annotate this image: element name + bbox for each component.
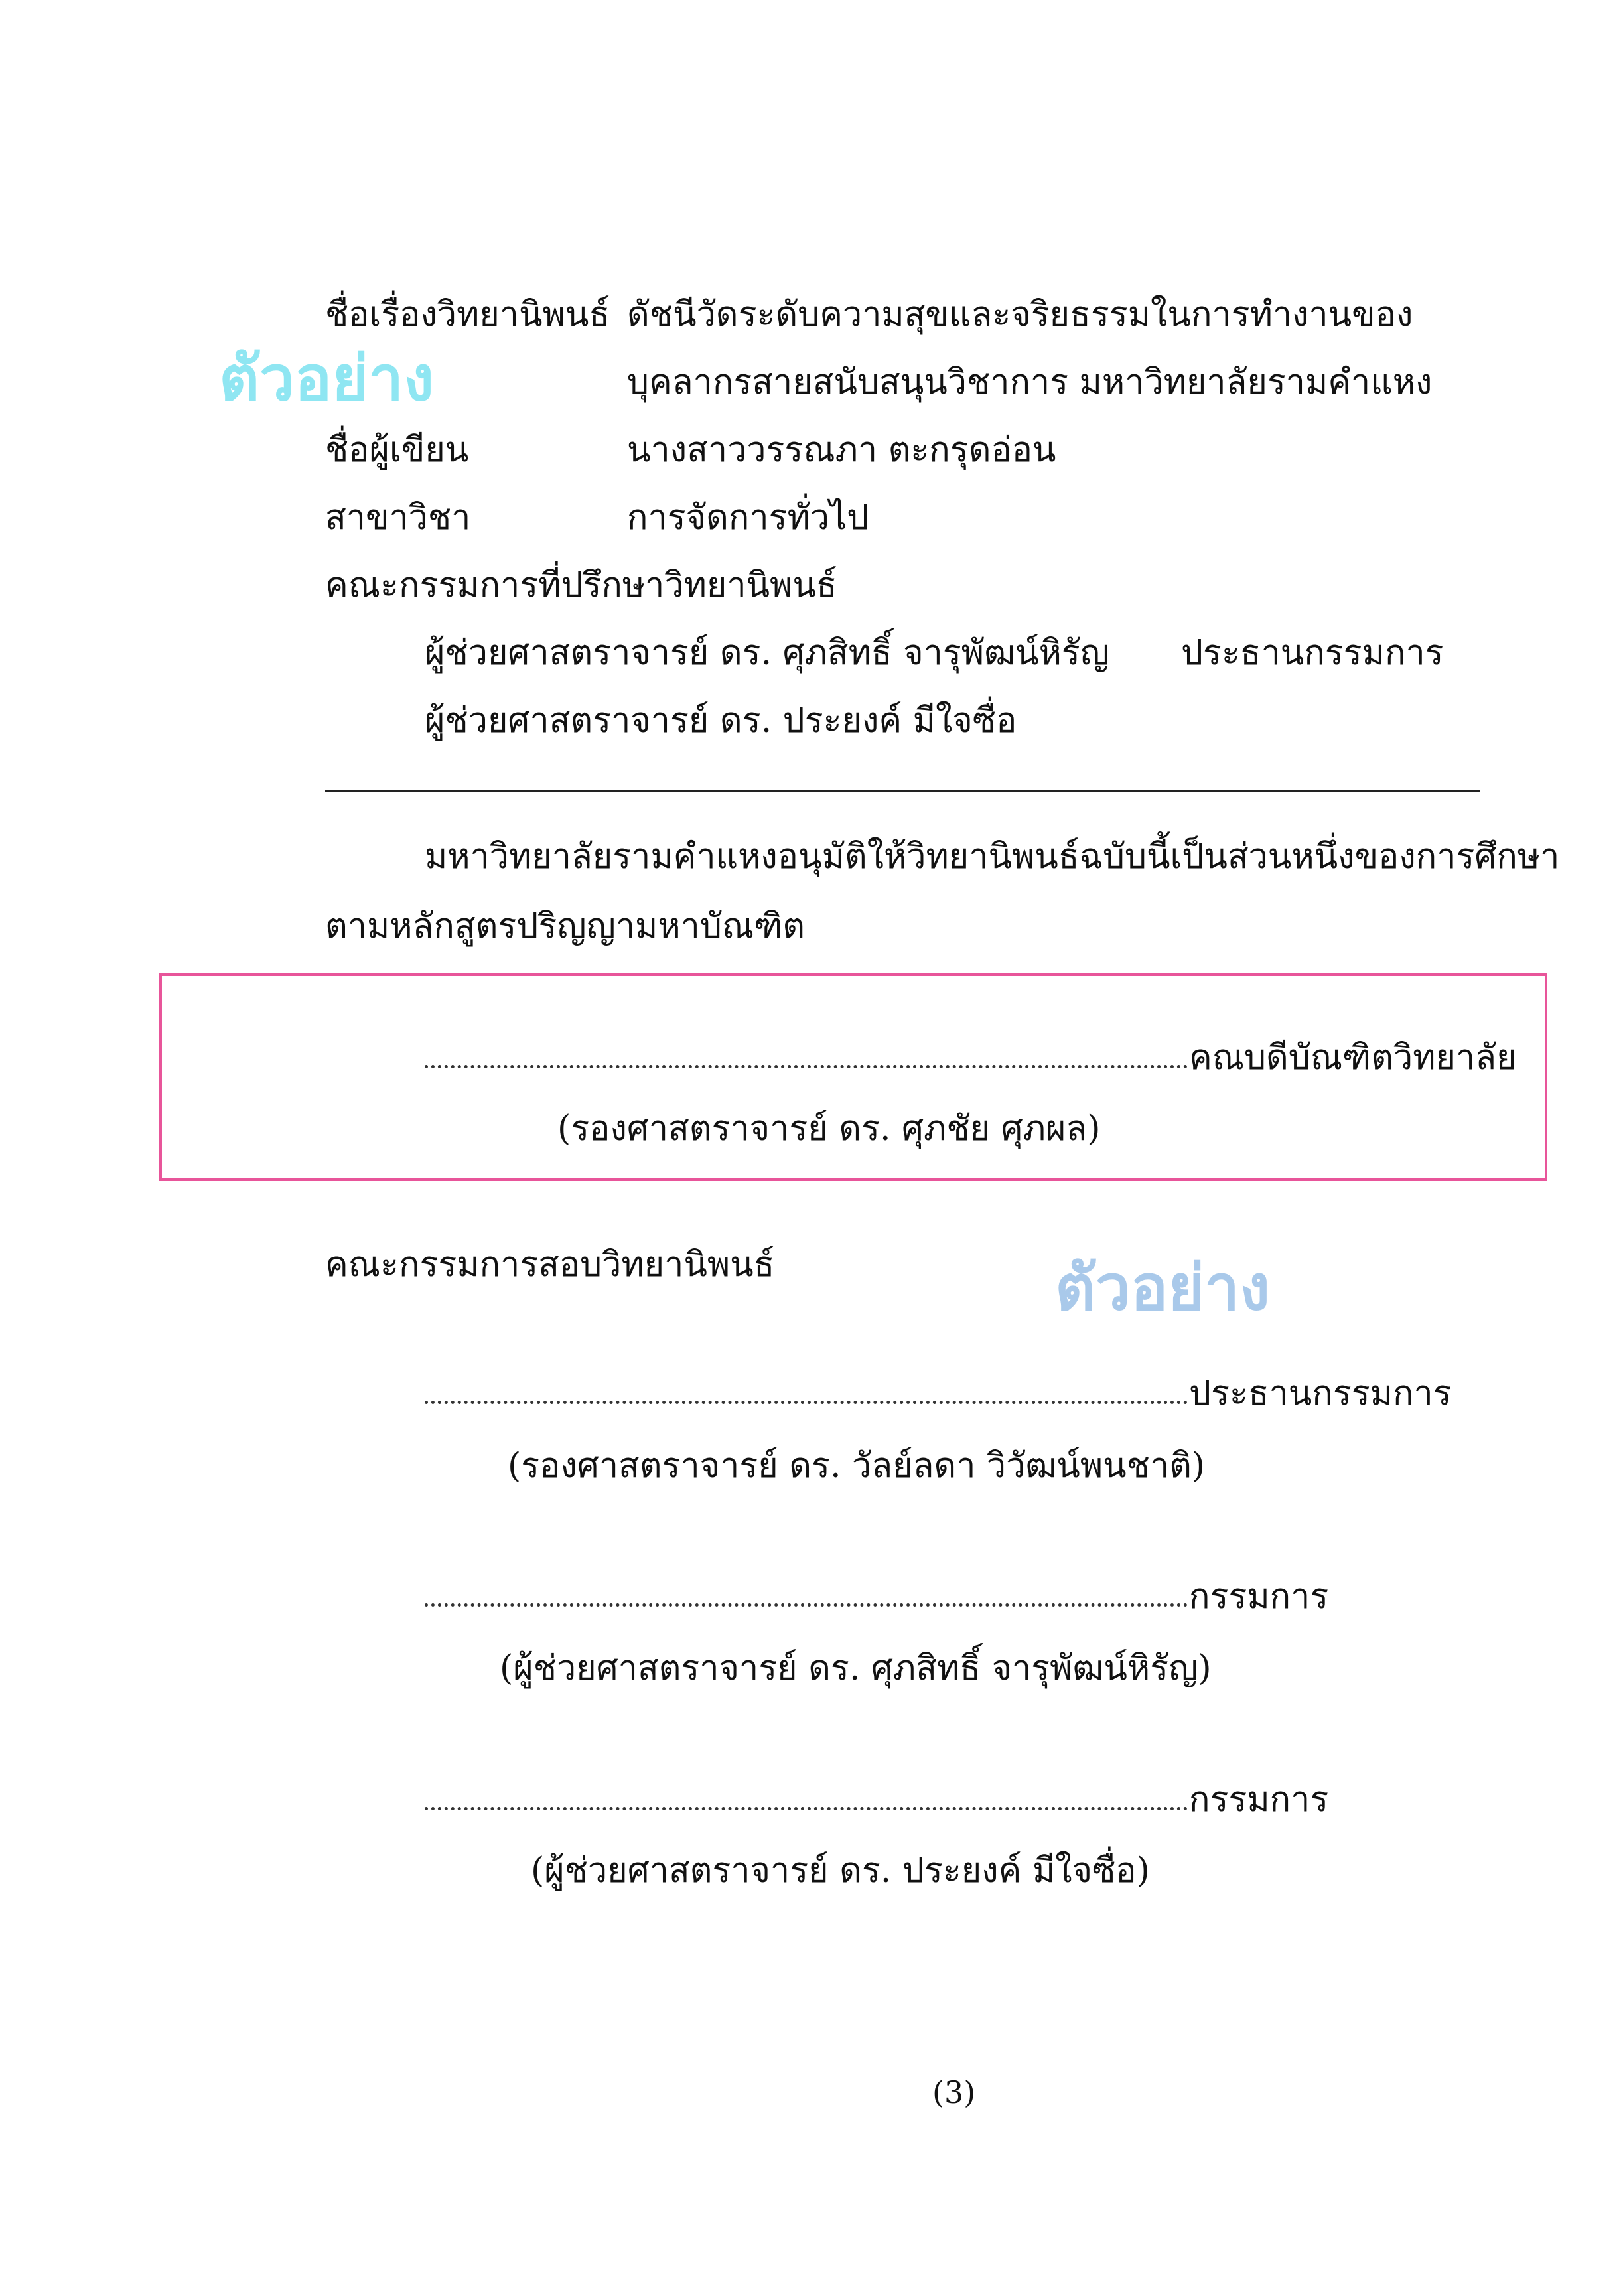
examiner-2-role: กรรมการ bbox=[1189, 1577, 1329, 1616]
dean-signature-line bbox=[425, 1060, 1188, 1068]
examiner-3-role: กรรมการ bbox=[1189, 1780, 1329, 1820]
author-label: ชื่อผู้เขียน bbox=[325, 430, 469, 470]
sample-watermark-top: ตัวอย่าง bbox=[219, 343, 435, 415]
advisor-1-role: ประธานกรรมการ bbox=[1181, 633, 1444, 673]
examiner-3-name: (ผู้ช่วยศาสตราจารย์ ดร. ประยงค์ มีใจซื่อ) bbox=[531, 1851, 1150, 1891]
dean-role: คณบดีบัณฑิตวิทยาลัย bbox=[1189, 1038, 1517, 1078]
examiner-2-signature-line bbox=[425, 1598, 1188, 1607]
examiner-2-name: (ผู้ช่วยศาสตราจารย์ ดร. ศุภสิทธิ์ จารุพัฒน์หิรัญ) bbox=[500, 1648, 1212, 1688]
sample-watermark-middle: ตัวอย่าง bbox=[1055, 1252, 1271, 1325]
examiner-1-signature-line bbox=[425, 1396, 1188, 1404]
dean-name: (รองศาสตราจารย์ ดร. ศุภชัย ศุภผล) bbox=[557, 1109, 1101, 1149]
advisors-label: คณะกรรมการที่ปรึกษาวิทยานิพนธ์ bbox=[325, 565, 837, 605]
divider-line bbox=[325, 790, 1480, 792]
examiner-1-name: (รองศาสตราจารย์ ดร. วัลย์ลดา วิวัฒน์พนชาติ) bbox=[508, 1446, 1206, 1486]
major-label: สาขาวิชา bbox=[325, 498, 471, 538]
thesis-title-line1: ดัชนีวัดระดับความสุขและจริยธรรมในการทำงานของ bbox=[627, 295, 1413, 334]
examiners-label: คณะกรรมการสอบวิทยานิพนธ์ bbox=[325, 1245, 775, 1285]
thesis-title-label: ชื่อเรื่องวิทยานิพนธ์ bbox=[325, 295, 610, 334]
examiner-1-role: ประธานกรรมการ bbox=[1189, 1374, 1452, 1413]
author-name: นางสาววรรณภา ตะกรุดอ่อน bbox=[627, 430, 1056, 470]
major-name: การจัดการทั่วไป bbox=[627, 498, 869, 538]
examiner-3-signature-line bbox=[425, 1802, 1188, 1810]
page-number: (3) bbox=[932, 2074, 976, 2110]
approval-line2: ตามหลักสูตรปริญญามหาบัณฑิต bbox=[325, 906, 805, 946]
thesis-title-line2: บุคลากรสายสนับสนุนวิชาการ มหาวิทยาลัยรามคำแหง bbox=[627, 362, 1433, 402]
approval-line1: มหาวิทยาลัยรามคำแหงอนุมัติให้วิทยานิพนธ์ฉบับนี้เป็นส่วนหนึ่งของการศึกษา bbox=[425, 837, 1560, 877]
advisor-1-name: ผู้ช่วยศาสตราจารย์ ดร. ศุภสิทธิ์ จารุพัฒน์หิรัญ bbox=[425, 633, 1110, 673]
advisor-2-name: ผู้ช่วยศาสตราจารย์ ดร. ประยงค์ มีใจซื่อ bbox=[425, 701, 1017, 741]
